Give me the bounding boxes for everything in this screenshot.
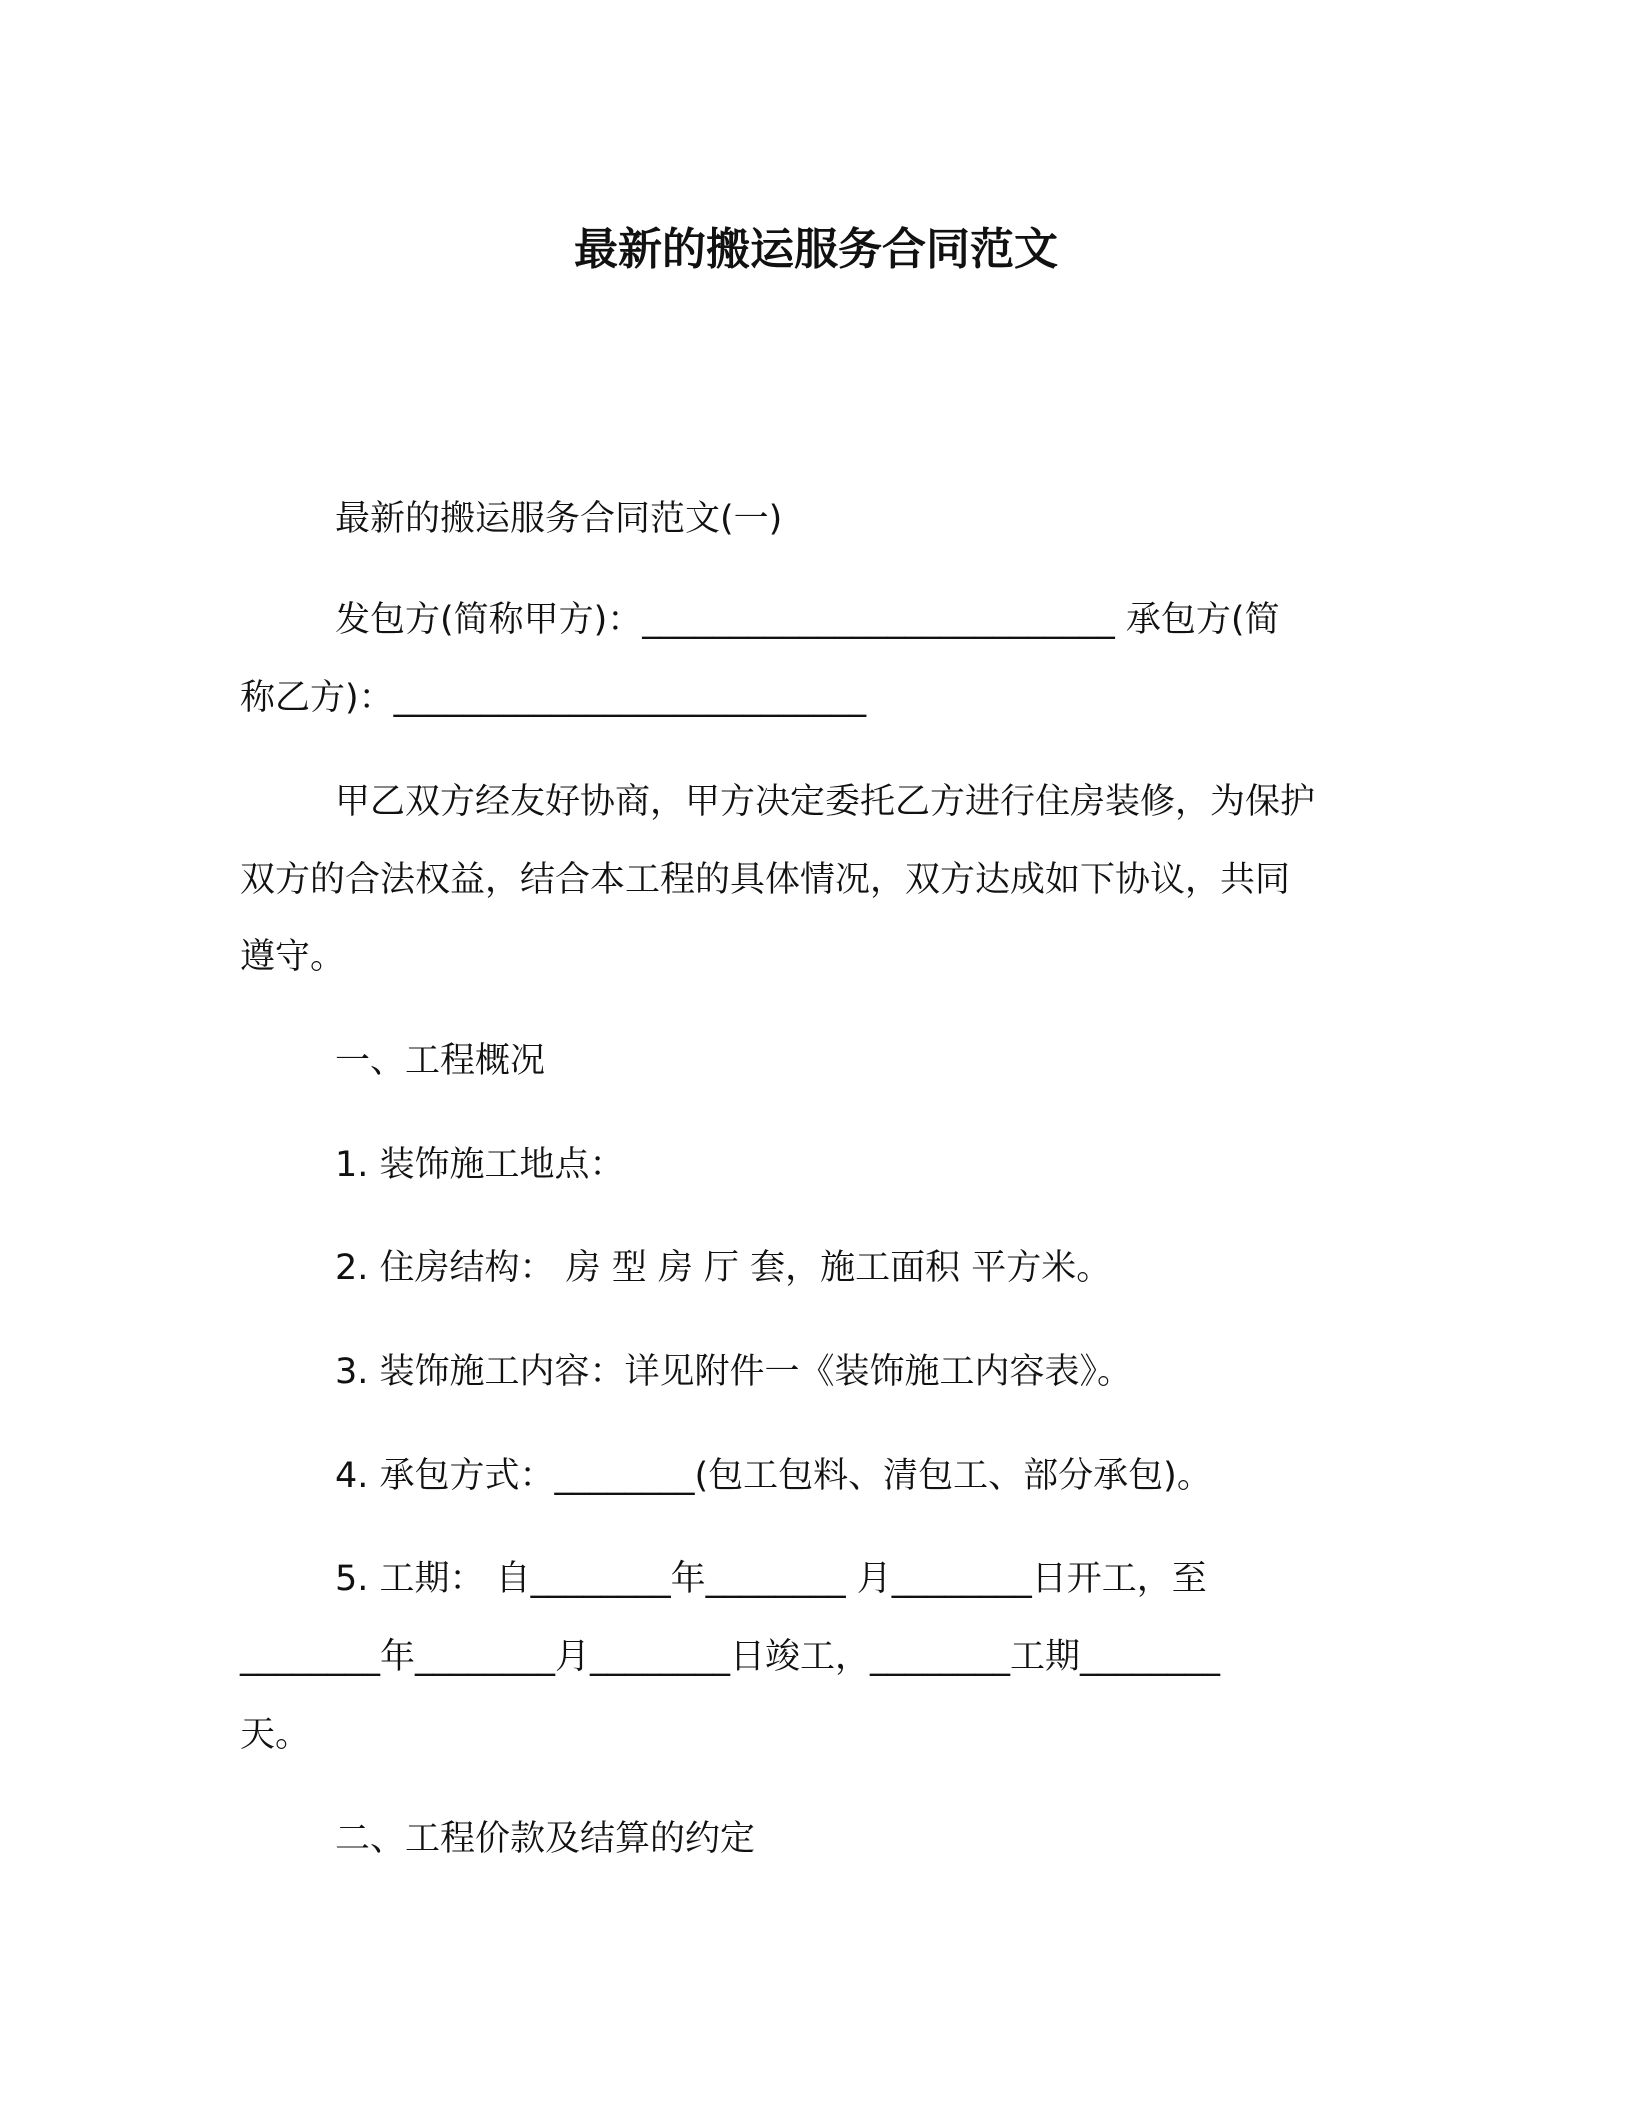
parties-line-2: 称乙方)：___________________________ (240, 678, 867, 718)
intro-line-2: 双方的合法权益，结合本工程的具体情况，双方达成如下协议，共同 (240, 860, 1291, 900)
intro-line-1: 甲乙双方经友好协商，甲方决定委托乙方进行住房装修，为保护 (335, 782, 1316, 822)
item-4: 4. 承包方式：________(包工包料、清包工、部分承包)。 (335, 1456, 1212, 1496)
item-2: 2. 住房结构： 房 型 房 厅 套，施工面积 平方米。 (335, 1248, 1112, 1288)
item-5-line-2: ________年________月________日竣工，________工期________ (240, 1637, 1221, 1677)
document-subtitle: 最新的搬运服务合同范文(一) (335, 499, 783, 539)
section-1-heading: 一、工程概况 (335, 1041, 546, 1081)
item-1: 1. 装饰施工地点： (335, 1145, 625, 1185)
parties-line-1: 发包方(简称甲方)：___________________________ 承包方(简 (335, 600, 1280, 640)
item-5-line-1: 5. 工期： 自________年________ 月________日开工，至 (335, 1559, 1207, 1599)
section-2-heading: 二、工程价款及结算的约定 (335, 1819, 756, 1859)
item-5-line-3: 天。 (240, 1715, 311, 1755)
item-3: 3. 装饰施工内容：详见附件一《装饰施工内容表》。 (335, 1352, 1133, 1392)
document-title: 最新的搬运服务合同范文 (574, 224, 1058, 275)
intro-line-3: 遵守。 (240, 937, 346, 977)
